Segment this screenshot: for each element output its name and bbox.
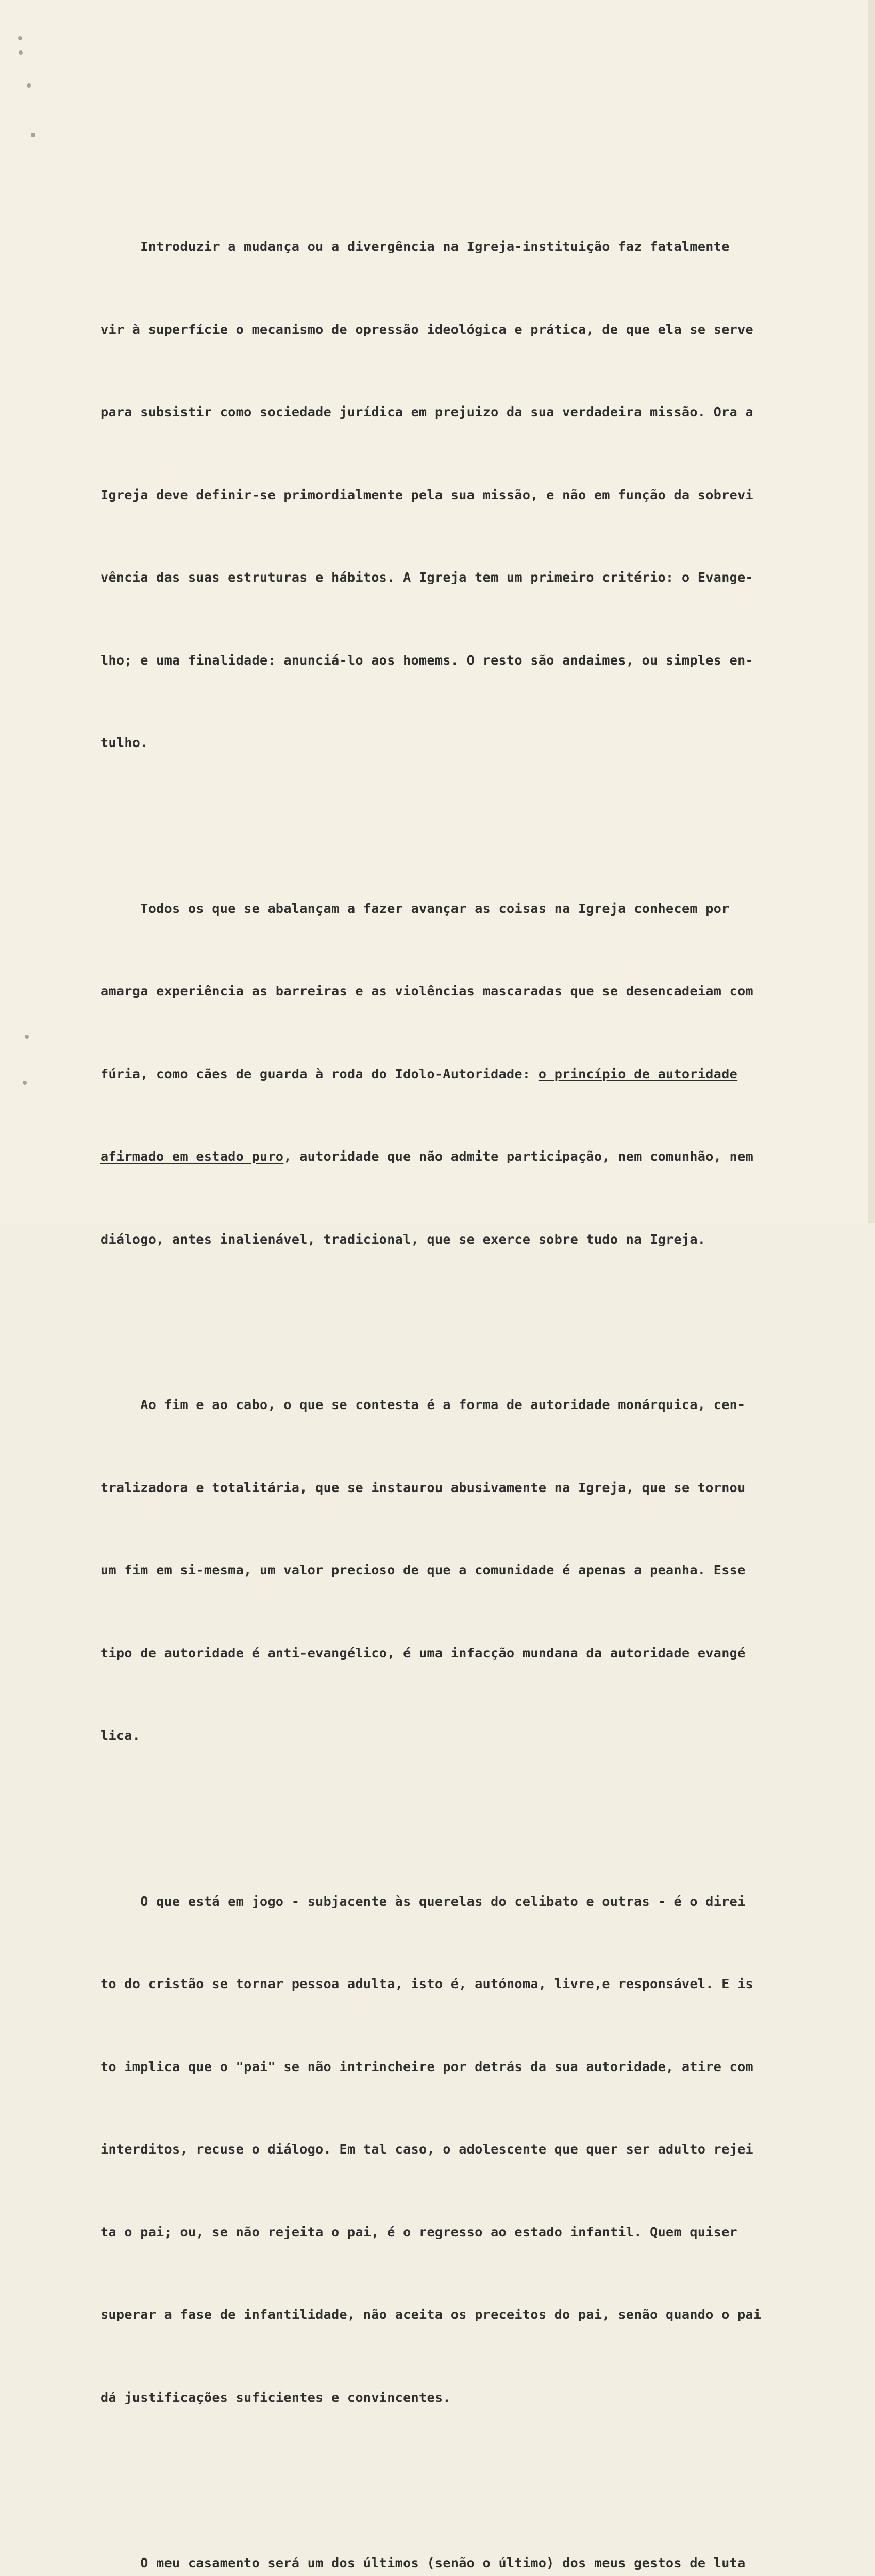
document-body [100, 178, 812, 2576]
margin-speck [27, 83, 31, 88]
text-line: Introduzir a mudança ou a divergência na Igreja-instituição faz fatalmente [100, 239, 730, 254]
paragraph-3 [100, 1336, 812, 1805]
text-line: Igreja deve definir-se primordialmente pela sua missão, e não em função da sobrevi [100, 487, 754, 502]
text-line: amarga experiência as barreiras e as violências mascaradas que se desencadeiam com [100, 984, 754, 998]
paragraph-4 [100, 1833, 812, 2467]
text-line: um fim em si-mesma, um valor precioso de que a comunidade é apenas a peanha. Esse [100, 1563, 746, 1578]
text-line: interditos, recuse o diálogo. Em tal caso, o adolescente que quer ser adulto rejei [100, 2142, 754, 2157]
text-line: tralizadora e totalitária, que se instaurou abusivamente na Igreja, que se tornou [100, 1480, 746, 1495]
paragraph-5 [100, 2494, 812, 2576]
text-line: tulho. [100, 735, 148, 750]
text-line: O meu casamento será um dos últimos (senão o último) dos meus gestos de luta [100, 2555, 746, 2570]
margin-speck [23, 1081, 27, 1085]
text-line: to do cristão se tornar pessoa adulta, isto é, autónoma, livre,e responsável. E is [100, 1976, 754, 1991]
text-line: O que está em jogo - subjacente às querelas do celibato e outras - é o direi [100, 1893, 746, 1909]
text-line [100, 1143, 812, 1171]
text-line: tipo de autoridade é anti-evangélico, é uma infacção mundana da autoridade evangé [100, 1645, 746, 1660]
text-line: Ao fim e ao cabo, o que se contesta é a forma de autoridade monárquica, cen- [100, 1397, 746, 1412]
text-line: dá justificações suficientes e convincentes. [100, 2389, 451, 2405]
text-line: para subsistir como sociedade jurídica em prejuizo da sua verdadeira missão. Ora a [100, 404, 754, 419]
underlined-phrase: o princípio de autoridade [538, 1066, 738, 1081]
text-line: diálogo, antes inalienável, tradicional, que se exerce sobre tudo na Igreja. [100, 1231, 706, 1247]
margin-speck [31, 133, 35, 137]
text-line: lho; e uma finalidade: anunciá-lo aos homems. O resto são andaimes, ou simples en- [100, 652, 754, 668]
text-line: to implica que o "pai" se não intrincheire por detrás da sua autoridade, atire com [100, 2059, 754, 2074]
paragraph-2 [100, 840, 812, 1309]
page-edge [868, 0, 875, 1223]
underlined-phrase: afirmado em estado puro [100, 1149, 284, 1164]
text-line: vir à superfície o mecanismo de opressão ideológica e prática, de que ela se serve [100, 321, 754, 337]
margin-speck [25, 1035, 29, 1039]
text-segment: , autoridade que não admite participação, nem comunhão, nem [283, 1149, 754, 1164]
margin-speck [19, 50, 23, 55]
text-line [100, 1060, 812, 1088]
text-line: lica. [100, 1728, 141, 1743]
text-line: vência das suas estruturas e hábitos. A Igreja tem um primeiro critério: o Evange- [100, 570, 754, 585]
text-line: ta o pai; ou, se não rejeita o pai, é o regresso ao estado infantil. Quem quiser [100, 2224, 738, 2240]
text-segment: fúria, como cães de guarda à roda do Idolo-Autoridade: [100, 1066, 539, 1081]
margin-speck [18, 36, 22, 40]
text-line: superar a fase de infantilidade, não aceita os preceitos do pai, senão quando o pai [100, 2307, 762, 2322]
text-line: Todos os que se abalançam a fazer avançar as coisas na Igreja conhecem por [100, 901, 730, 916]
paragraph-1 [100, 178, 812, 812]
